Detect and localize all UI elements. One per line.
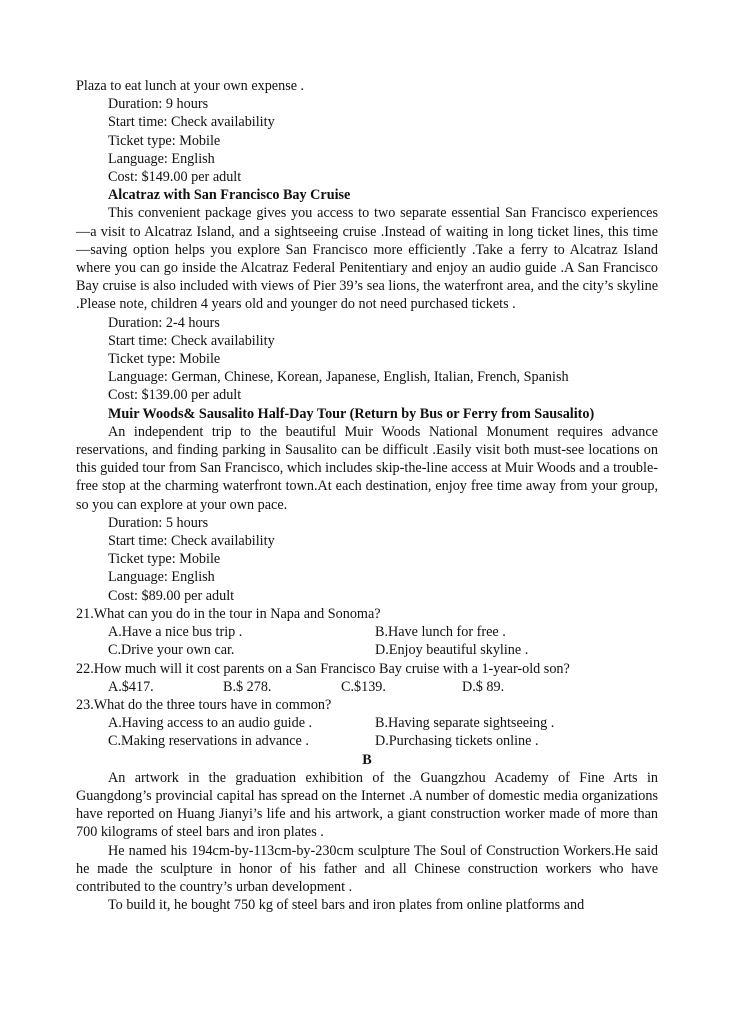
option-23a: A.Having access to an audio guide . (108, 715, 313, 732)
tour2-language: Language: German, Chinese, Korean, Japanese, English, Italian, French, Spanish (108, 369, 569, 386)
question-21: 21.What can you do in the tour in Napa and Sonoma? (76, 605, 381, 622)
question-21-options-row1 (76, 623, 658, 641)
option-23b: B.Having separate sightseeing . (375, 715, 555, 732)
section-b-paragraph-1: An artwork in the graduation exhibition of the Guangzhou Academy of Fine Arts in Guangdong’s provincial capital has spread on the Internet .A number of domestic media organizations have reported on Huang Jianyi’s life and his artwork, a giant construction worker made of more than 700 kilograms of steel bars and iron plates . (76, 769, 658, 841)
tour3-body: An independent trip to the beautiful Muir Woods National Monument requires advance reservations, and finding parking in Sausalito can be difficult .Easily visit both must-see locations on this guided tour from San Francisco, which includes skip-the-line access at Muir Woods and a trouble-free stop at the charming waterfront town.At each destination, enjoy free time away from your group, so you can explore at your own pace. (76, 423, 658, 513)
option-23d: D.Purchasing tickets online . (375, 733, 539, 750)
tour3-start-time: Start time: Check availability (108, 533, 275, 550)
section-b-heading: B (362, 751, 372, 768)
tour1-duration: Duration: 9 hours (108, 96, 209, 113)
tour3-ticket-type: Ticket type: Mobile (108, 551, 221, 568)
tour2-cost: Cost: $139.00 per adult (108, 387, 242, 404)
option-22d: D.$ 89. (462, 678, 505, 695)
tour2-ticket-type: Ticket type: Mobile (108, 351, 221, 368)
tour1-ticket-type: Ticket type: Mobile (108, 132, 221, 149)
section-b-paragraph-3: To build it, he bought 750 kg of steel bars and iron plates from online platforms and (108, 897, 585, 914)
question-22: 22.How much will it cost parents on a San Francisco Bay cruise with a 1-year-old son? (76, 660, 570, 677)
tour1-language: Language: English (108, 150, 215, 167)
option-21a: A.Have a nice bus trip . (108, 624, 243, 641)
tour3-language: Language: English (108, 569, 215, 586)
question-22-options (76, 678, 658, 696)
question-23-options-row2 (76, 732, 658, 750)
question-23-options-row1 (76, 714, 658, 732)
question-21-options-row2 (76, 641, 658, 659)
intro-tail: Plaza to eat lunch at your own expense . (76, 78, 305, 94)
tour1-cost: Cost: $149.00 per adult (108, 169, 242, 186)
option-23c: C.Making reservations in advance . (108, 733, 309, 750)
document-page (76, 77, 658, 914)
tour3-cost: Cost: $89.00 per adult (108, 587, 235, 604)
tour3-title: Muir Woods& Sausalito Half-Day Tour (Return by Bus or Ferry from Sausalito) (108, 405, 595, 422)
option-22a: A.$417. (108, 678, 154, 695)
question-23: 23.What do the three tours have in common? (76, 696, 332, 713)
tour2-body: This convenient package gives you access to two separate essential San Francisco experiences —a visit to Alcatraz Island, and a sightseeing cruise .Instead of waiting in long ticket lines, this time —saving option helps you explore San Francisco more efficiently .Take a ferry to Alcatraz Island where you can go inside the Alcatraz Federal Penitentiary and enjoy an audio guide .A San Francisco Bay cruise is also included with views of Pier 39’s sea lions, the waterfront area, and the city’s skyline .Please note, children 4 years old and younger do not need purchased tickets . (76, 205, 658, 313)
option-22b: B.$ 278. (223, 678, 272, 695)
option-21d: D.Enjoy beautiful skyline . (375, 642, 529, 659)
section-b-paragraph-2: He named his 194cm-by-113cm-by-230cm sculpture The Soul of Construction Workers.He said he made the sculpture in honor of his father and all Chinese construction workers who have contributed to the country’s urban development . (76, 842, 658, 895)
tour1-start-time: Start time: Check availability (108, 114, 275, 131)
option-22c: C.$139. (341, 678, 386, 695)
tour2-title: Alcatraz with San Francisco Bay Cruise (108, 187, 351, 204)
tour2-duration: Duration: 2-4 hours (108, 314, 220, 331)
tour3-duration: Duration: 5 hours (108, 514, 209, 531)
tour2-start-time: Start time: Check availability (108, 332, 275, 349)
option-21c: C.Drive your own car. (108, 642, 235, 659)
option-21b: B.Have lunch for free . (375, 624, 506, 641)
